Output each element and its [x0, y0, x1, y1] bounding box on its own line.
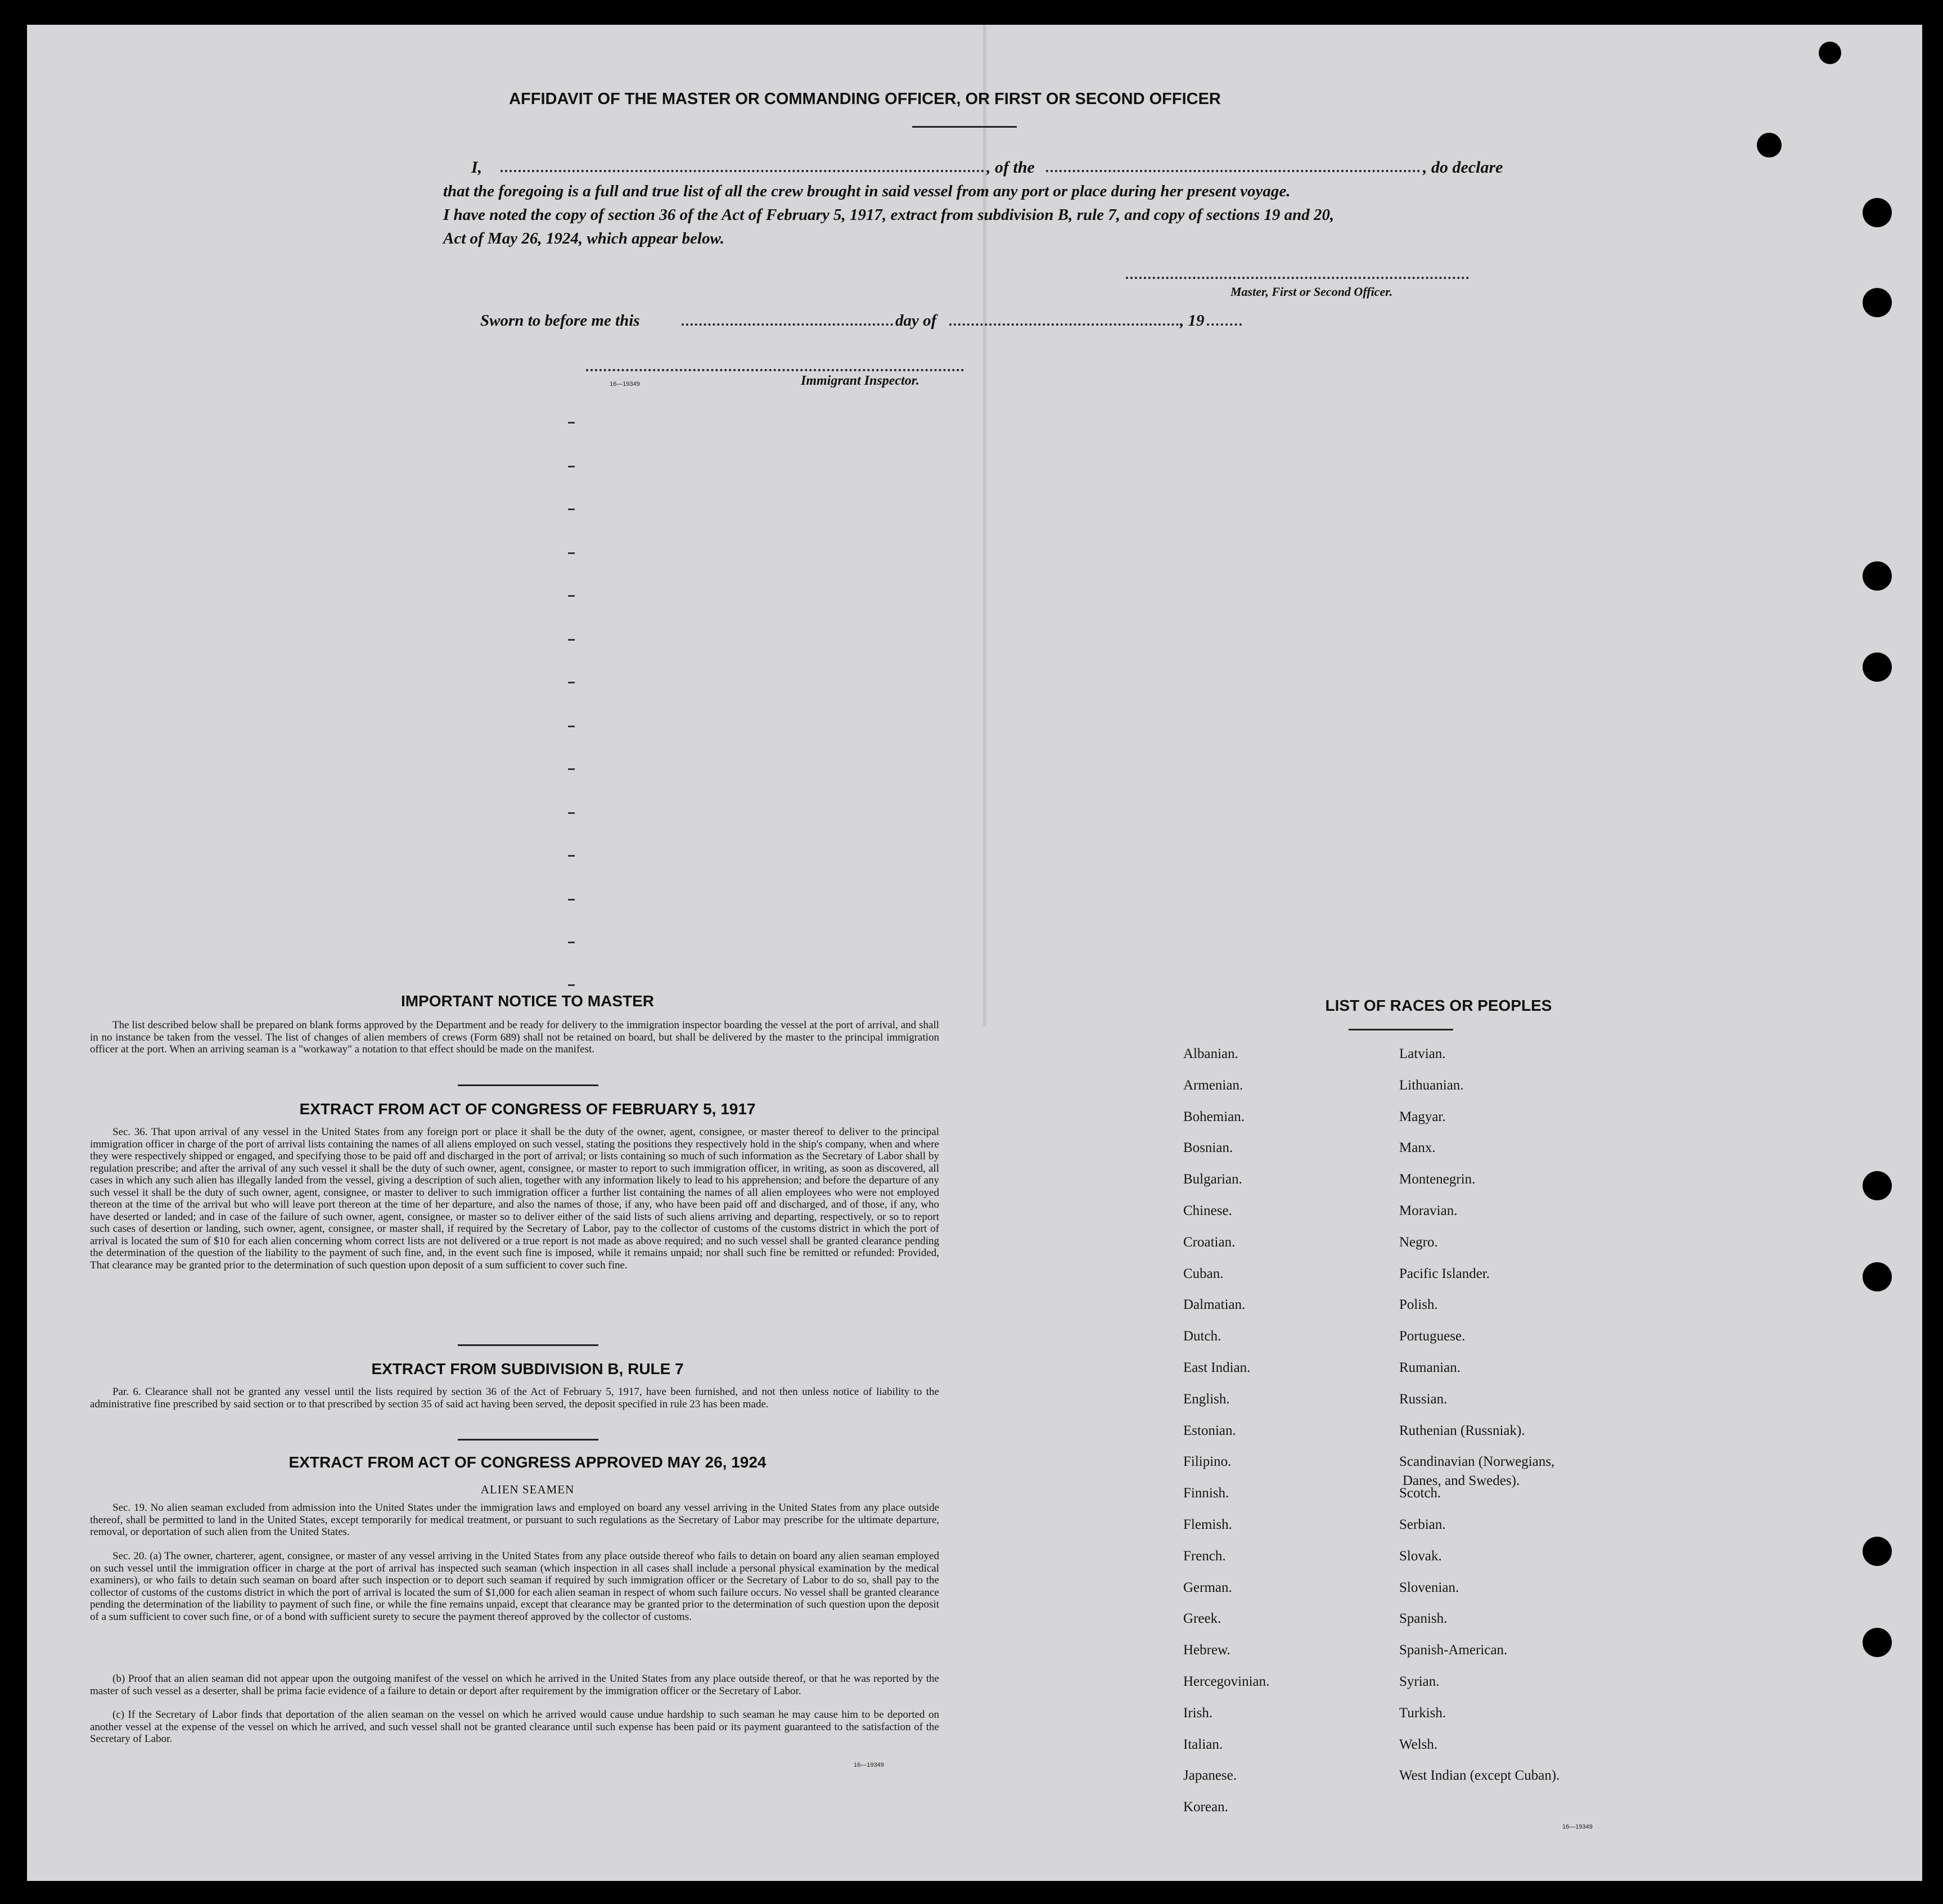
sworn-month-blank — [949, 323, 1179, 326]
divider — [458, 1439, 598, 1441]
punch-hole — [1863, 561, 1892, 591]
inspector-label: Immigrant Inspector. — [801, 373, 919, 388]
race-item: Magyar. — [1399, 1109, 1446, 1124]
affidavit-line-4: Act of May 26, 1924, which appear below. — [443, 229, 724, 247]
race-item: Hercegovinian. — [1183, 1674, 1270, 1689]
affidavit-of-the: , of the — [986, 158, 1035, 177]
race-item: Scotch. — [1399, 1486, 1441, 1501]
rule7-text: Par. 6. Clearance shall not be granted any vessel until the lists required by section 36 of the Act of February 5, 1917, have been furnished, and not then unless notice of liability to the administrative fine prescribed by said section or to that prescribed by section 35 of said act having been served, the deposit specified in rule 23 has been made. — [90, 1386, 939, 1410]
affidavit-line-3: I have noted the copy of section 36 of the Act of February 5, 1917, extract from subdivision B, rule 7, and copy of sections 19 and 20, — [443, 206, 1335, 224]
extract-1924-title: EXTRACT FROM ACT OF CONGRESS APPROVED MAY 26, 1924 — [288, 1453, 767, 1471]
affidavit-title: AFFIDAVIT OF THE MASTER OR COMMANDING OFFICER, OR FIRST OR SECOND OFFICER — [509, 90, 1221, 108]
punch-hole — [1819, 42, 1841, 64]
race-item: Italian. — [1183, 1736, 1223, 1752]
races-underline — [1349, 1029, 1453, 1030]
race-item: Dalmatian. — [1183, 1297, 1246, 1313]
affidavit-i: I, — [471, 158, 483, 177]
race-item: Croatian. — [1183, 1234, 1236, 1250]
punch-hole — [1863, 1628, 1892, 1657]
day-of-text: day of — [895, 312, 937, 330]
margin-tick — [568, 466, 575, 467]
race-item: Danes, and Swedes). — [1403, 1473, 1520, 1489]
race-item: Latvian. — [1399, 1046, 1446, 1061]
margin-tick — [568, 639, 575, 641]
race-item: Portuguese. — [1399, 1329, 1466, 1344]
race-item: East Indian. — [1183, 1360, 1251, 1375]
race-item: Slovak. — [1399, 1548, 1442, 1564]
extract-1917-text: Sec. 36. That upon arrival of any vessel in the United States from any foreign port or place it shall be the duty of the owner, agent, consignee, or master thereof to deliver to the principal immigration officer in charge of the port of arrival lists containing the names of all aliens employed on such vessel, stating the positions they respectively hold in the ship's company, when and where they were respectively shipped or engaged, and specifying those to be paid off and discharged in the port of arrival; or lists containing so much of such information as the Secretary of Labor shall by regulation prescribe; and after the arrival of any such vessel it shall be the duty of such owner, agent, consignee, or master to report to such immigration officer, in writing, as soon as discovered, all cases in which any such alien has illegally landed from the vessel, giving a description of such alien, together with any information likely to lead to his apprehension; and before the departure of any such vessel it shall be the duty of such owner, agent, consignee, or master to deliver to such immigration officer a further list containing the names of all alien employees who were not employed thereon at the time of the arrival but who will leave port thereon at the time of her departure, and also the names of those, if any, who have been paid off and discharged, and of those, if any, who have deserted or landed; and in case of the failure of such owner, agent, consignee, or master so to deliver either of the said lists of such aliens arriving and departing, respectively, or so to report such cases of desertion or landing, such owner, agent, consignee, or master shall, if required by the Secretary of Labor, pay to the collector of customs of the customs district in which the port of arrival is located the sum of $10 for each alien concerning whom correct lists are not delivered or a true report is not made as above required; and no such vessel shall be granted clearance pending the determination of the question of the liability to the payment of such fine, and, in the event such fine is imposed, while it remains unpaid; nor shall such fine be remitted or refunded: Provided, That clearance may be granted prior to the determination of such question upon deposit of a sum sufficient to cover such fine. — [90, 1126, 939, 1271]
race-item: Moravian. — [1399, 1203, 1458, 1218]
races-title: LIST OF RACES OR PEOPLES — [1325, 997, 1552, 1014]
race-item: Irish. — [1183, 1705, 1213, 1721]
race-item: Chinese. — [1183, 1203, 1232, 1218]
race-item: German. — [1183, 1579, 1232, 1595]
signature-line — [1126, 277, 1469, 279]
punch-hole — [1863, 1171, 1892, 1200]
document-sheet — [27, 25, 1922, 1881]
punch-hole — [1863, 1537, 1892, 1566]
margin-tick — [568, 899, 575, 901]
race-item: Spanish-American. — [1399, 1642, 1508, 1658]
race-item: English. — [1183, 1391, 1230, 1407]
race-item: Pacific Islander. — [1399, 1266, 1490, 1281]
margin-tick — [568, 422, 575, 424]
race-item: Armenian. — [1183, 1077, 1243, 1093]
sworn-text: Sworn to before me this — [480, 312, 640, 330]
margin-tick — [568, 942, 575, 943]
extract-form-number: 16—19349 — [854, 1762, 884, 1768]
extract-1917-title: EXTRACT FROM ACT OF CONGRESS OF FEBRUARY 5, 1917 — [299, 1100, 756, 1118]
race-item: Finnish. — [1183, 1486, 1229, 1501]
sec-20b-text: (b) Proof that an alien seaman did not appear upon the outgoing manifest of the vessel on which he arrived in the United States from any place outside thereof, or that he was reported by the master of such vessel as a deserter, shall be prima facie evidence of a failure to detain or deport after requirement by the immigration officer or the Secretary of Labor. — [90, 1673, 939, 1697]
notice-text: The list described below shall be prepared on blank forms approved by the Department and be ready for delivery to the immigration inspector boarding the vessel at the port of arrival, and shall in no instance be taken from the vessel. The list of changes of alien members of crews (Form 689) shall not be retained on board, but shall be delivered by the master to the principal immigration officer at the port. When an arriving seaman is a "workaway" a notation to that effect should be made on the manifest. — [90, 1019, 939, 1055]
race-item: Polish. — [1399, 1297, 1438, 1313]
race-item: Negro. — [1399, 1234, 1438, 1250]
affidavit-declare: , do declare — [1423, 158, 1503, 177]
race-item: Korean. — [1183, 1799, 1228, 1815]
divider — [458, 1084, 598, 1086]
affidavit-form-number: 16—19349 — [610, 381, 640, 388]
race-item: Turkish. — [1399, 1705, 1446, 1721]
alien-seamen-subtitle: ALIEN SEAMEN — [480, 1483, 575, 1496]
divider — [458, 1344, 598, 1346]
punch-hole — [1757, 133, 1782, 157]
race-item: Lithuanian. — [1399, 1077, 1464, 1093]
race-item: Filipino. — [1183, 1454, 1232, 1470]
name-blank — [501, 170, 984, 172]
race-item: Dutch. — [1183, 1329, 1221, 1344]
margin-tick — [568, 595, 575, 597]
race-item: Rumanian. — [1399, 1360, 1461, 1375]
race-item: Albanian. — [1183, 1046, 1238, 1061]
race-item: Japanese. — [1183, 1768, 1237, 1784]
race-item: French. — [1183, 1548, 1226, 1564]
race-item: Flemish. — [1183, 1517, 1232, 1532]
punch-hole — [1863, 652, 1892, 682]
margin-tick — [568, 768, 575, 770]
race-item: Spanish. — [1399, 1611, 1448, 1627]
vessel-blank — [1046, 170, 1420, 172]
inspector-line — [586, 369, 964, 371]
punch-hole — [1863, 198, 1892, 227]
rule7-title: EXTRACT FROM SUBDIVISION B, RULE 7 — [371, 1360, 684, 1378]
race-item: Greek. — [1183, 1611, 1221, 1627]
race-item: Cuban. — [1183, 1266, 1224, 1281]
notice-title: IMPORTANT NOTICE TO MASTER — [400, 992, 655, 1010]
affidavit-line-2: that the foregoing is a full and true list of all the crew brought in said vessel from any port or place during her present voyage. — [443, 182, 1291, 200]
race-item: Bulgarian. — [1183, 1172, 1242, 1187]
year-prefix: , 19 — [1180, 312, 1205, 330]
punch-hole — [1863, 288, 1892, 317]
race-item: Russian. — [1399, 1391, 1448, 1407]
race-item: Manx. — [1399, 1140, 1436, 1156]
race-item: Bosnian. — [1183, 1140, 1233, 1156]
sec-19-text: Sec. 19. No alien seaman excluded from admission into the United States under the immigration laws and employed on board any vessel arriving in the United States from any place outside thereof, shall be permitted to land in the United States, except temporarily for medical treatment, or pursuant to such regulations as the Secretary of Labor may prescribe for the ultimate departure, removal, or deportation of such alien from the United States. — [90, 1502, 939, 1538]
race-item: Serbian. — [1399, 1517, 1446, 1532]
sec-20c-text: (c) If the Secretary of Labor finds that deportation of the alien seaman on the vessel on which he arrived would cause undue hardship to such seaman he may cause him to be deported on another vessel at the expense of the vessel on which he arrived, and such vessel shall not be granted clearance until such expense has been paid or its payment guaranteed to the satisfaction of the Secretary of Labor. — [90, 1709, 939, 1745]
punch-hole — [1863, 1262, 1892, 1291]
race-item: Syrian. — [1399, 1674, 1440, 1689]
margin-tick — [568, 508, 575, 510]
margin-tick — [568, 855, 575, 857]
sec-20a-text: Sec. 20. (a) The owner, charterer, agent, consignee, or master of any vessel arriving in the United States from any place outside thereof who fails to detain on board any alien seaman employed on such vessel until the immigration officer in charge at the port of arrival has inspected such seaman (which inspection in all cases shall include a personal physical examination by the medical examiners), or who fails to detain such seaman on board after such inspection or to deport such seaman if required by such immigration officer or the Secretary of Labor to do so, shall pay to the collector of customs of the customs district in which the port of arrival is located the sum of $1,000 for each alien seaman in respect of whom such failure occurs. No vessel shall be granted clearance pending the determination of the liability to payment of such fine, or while the fine remains unpaid, except that clearance may be granted prior to the determination of such question upon the deposit of a sum sufficient to cover such fine, or of a bond with sufficient surety to secure the payment thereof approved by the collector of customs. — [90, 1550, 939, 1623]
margin-tick — [568, 726, 575, 727]
margin-tick — [568, 682, 575, 683]
margin-tick — [568, 984, 575, 986]
title-underline — [912, 126, 1017, 128]
race-item: Hebrew. — [1183, 1642, 1230, 1658]
race-item: Ruthenian (Russniak). — [1399, 1423, 1525, 1438]
race-item: Slovenian. — [1399, 1579, 1459, 1595]
margin-tick — [568, 812, 575, 814]
race-item: Bohemian. — [1183, 1109, 1245, 1124]
year-blank — [1207, 323, 1242, 326]
sworn-day-blank — [682, 323, 893, 326]
race-item: Welsh. — [1399, 1736, 1438, 1752]
race-item: West Indian (except Cuban). — [1399, 1768, 1560, 1784]
margin-tick — [568, 552, 575, 554]
races-form-number: 16—19349 — [1562, 1824, 1593, 1830]
race-item: Montenegrin. — [1399, 1172, 1476, 1187]
race-item: Scandinavian (Norwegians, — [1399, 1454, 1555, 1470]
signature-label: Master, First or Second Officer. — [1230, 285, 1393, 299]
race-item: Estonian. — [1183, 1423, 1236, 1438]
